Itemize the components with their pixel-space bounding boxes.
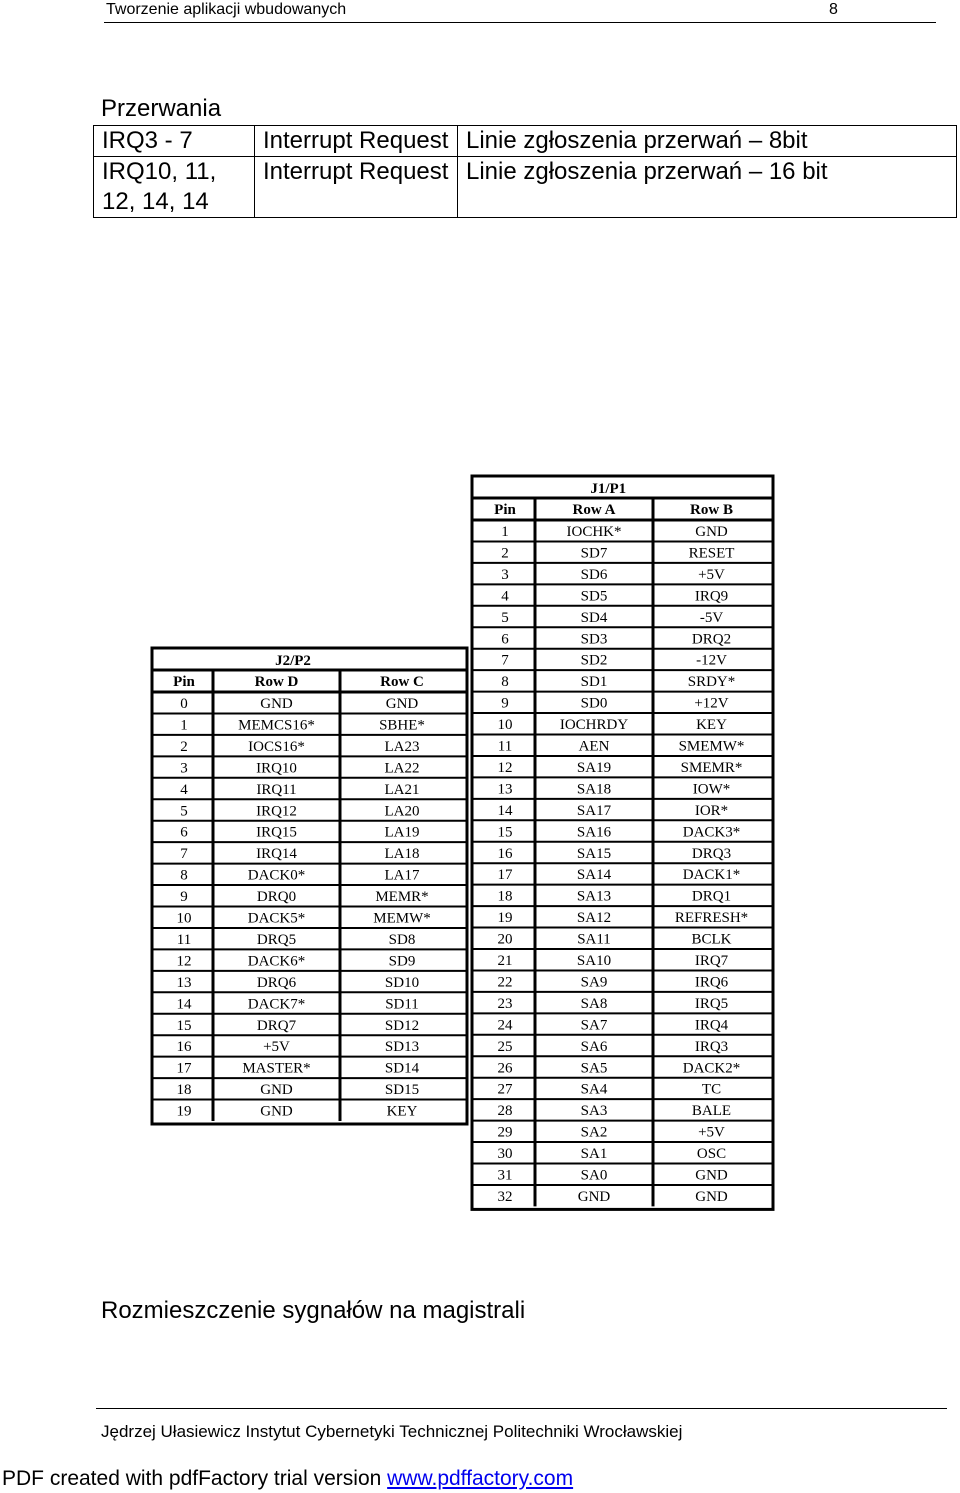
j2p2-cell: 11 — [176, 931, 192, 948]
j1p1-cell: SA11 — [577, 931, 611, 948]
j1p1-cell: SA10 — [576, 953, 612, 969]
j1p1-cell: SA14 — [576, 867, 612, 884]
j2p2-cell: +5V — [263, 1039, 290, 1056]
j1p1-cell: SD7 — [580, 545, 608, 562]
j2p2-cell: DRQ5 — [256, 931, 297, 948]
j2p2-cell: LA19 — [384, 824, 420, 841]
j2p2-cell: 9 — [180, 889, 188, 906]
j1p1-cell: 17 — [497, 867, 513, 884]
j1p1-cell: SA4 — [580, 1081, 608, 1098]
j1p1-cell: SA8 — [580, 995, 608, 1012]
j2p2-cell: IOCS16* — [248, 738, 305, 755]
j1p1-col-header: Row B — [690, 502, 733, 518]
j1p1-cell: GND — [695, 1167, 728, 1184]
j2p2-cell: 2 — [180, 738, 188, 755]
j1p1-cell: 26 — [497, 1060, 513, 1077]
j1p1-cell: SA3 — [580, 1103, 608, 1120]
j2p2-cell: 12 — [176, 953, 192, 970]
j1p1-cell: 11 — [497, 738, 513, 755]
j1p1-cell: SA1 — [580, 1146, 608, 1163]
j2p2-cell: LA21 — [384, 781, 420, 798]
j1p1-cell: IRQ5 — [694, 995, 729, 1012]
j1p1-cell: 1 — [501, 524, 509, 540]
j1p1-cell: SD6 — [580, 566, 608, 583]
j2p2-cell: LA17 — [384, 867, 420, 884]
j1p1-cell: 2 — [501, 545, 509, 562]
j1p1-cell: IRQ7 — [694, 953, 729, 969]
j2p2-cell: SD12 — [384, 1017, 420, 1034]
j1p1-cell: 6 — [501, 631, 509, 648]
j1p1-cell: DRQ2 — [691, 631, 732, 648]
j2p2-col-header: Pin — [173, 674, 195, 690]
j1p1-cell: 20 — [497, 931, 513, 948]
j1p1-cell: 14 — [497, 802, 513, 819]
j2p2-cell: 14 — [176, 996, 192, 1013]
pdffactory-link[interactable]: www.pdffactory.com — [387, 1467, 574, 1490]
j1p1-cell: 5 — [501, 609, 509, 626]
j1p1-cell: 9 — [501, 695, 509, 712]
j2p2-cell: GND — [385, 696, 419, 712]
j2p2-cell: 16 — [176, 1039, 192, 1056]
j1p1-cell: +5V — [698, 1124, 725, 1141]
pdf-note — [2, 1466, 573, 1492]
j1p1-cell: IOR* — [694, 802, 729, 819]
j1p1-cell: IRQ4 — [694, 1017, 729, 1034]
header-title: Tworzenie aplikacji wbudowanych — [106, 1, 347, 18]
j1p1-cell: SMEMR* — [680, 759, 743, 776]
j1p1-cell: GND — [695, 524, 728, 540]
j2p2-cell: SD14 — [384, 1060, 420, 1077]
irq-desc-cell: Linie zgłoszenia przerwań – 16 bit — [458, 157, 957, 218]
j1p1-cell: 28 — [497, 1103, 513, 1120]
j1p1-cell: 10 — [497, 717, 513, 734]
j2p2-cell: 15 — [176, 1017, 192, 1034]
j2p2-cell: SD13 — [384, 1039, 420, 1056]
j1p1-cell: 3 — [501, 566, 509, 583]
j2p2-cell: MEMCS16* — [238, 717, 315, 734]
j2p2-cell: IRQ11 — [256, 781, 297, 798]
j1p1-col-header: Row A — [572, 502, 616, 518]
j2p2-cell: DACK5* — [247, 910, 306, 927]
j2p2-cell: MEMW* — [373, 910, 431, 927]
j1p1-cell: SA16 — [576, 824, 612, 841]
j1p1-cell: +12V — [694, 695, 729, 712]
j2p2-cell: 5 — [180, 803, 188, 820]
j1p1-cell: SD1 — [580, 674, 608, 691]
j1p1-cell: DACK2* — [682, 1060, 741, 1077]
irq-cell: IRQ10, 11, 12, 14, 14 — [94, 157, 255, 218]
j2p2-cell: 7 — [180, 846, 188, 863]
j1p1-cell: 13 — [497, 781, 513, 798]
j2p2-cell: MEMR* — [375, 889, 429, 906]
j1p1-cell: 27 — [497, 1081, 513, 1098]
j1p1-cell: SD5 — [580, 588, 608, 605]
j1p1-cell: 15 — [497, 824, 513, 841]
j1p1-cell: SD3 — [580, 631, 608, 648]
j1p1-cell: IRQ6 — [694, 974, 729, 991]
figure-caption: Rozmieszczenie sygnałów na magistrali — [101, 1297, 526, 1324]
irq-cell: IRQ3 - 7 — [94, 126, 255, 157]
j2p2-cell: SD10 — [384, 974, 420, 991]
j1p1-cell: AEN — [578, 738, 610, 755]
j1p1-cell: SRDY* — [687, 674, 736, 691]
j1p1-cell: TC — [701, 1081, 722, 1098]
j1p1-cell: SA15 — [576, 845, 612, 862]
j1p1-cell: 31 — [497, 1167, 513, 1184]
j2p2-cell: DACK0* — [247, 867, 306, 884]
j1p1-cell: 7 — [501, 652, 509, 669]
j2p2-cell: MASTER* — [242, 1060, 311, 1077]
j2p2-cell: SBHE* — [379, 717, 425, 734]
j1p1-cell: IRQ9 — [694, 588, 729, 605]
j2p2-cell: GND — [260, 1103, 293, 1120]
footer-text: Jędrzej Ułasiewicz Instytut Cybernetyki Technicznej Politechniki Wrocławskiej — [101, 1422, 683, 1441]
j2p2-cell: 18 — [176, 1082, 192, 1099]
j2p2-cell: GND — [260, 696, 293, 712]
irq-name-cell: Interrupt Request — [255, 157, 458, 218]
j2p2-cell: 6 — [180, 824, 188, 841]
j1p1-cell: DACK3* — [682, 824, 741, 841]
j2p2-cell: SD9 — [388, 953, 416, 970]
j1p1-cell: 25 — [497, 1038, 513, 1055]
j1p1-cell: GND — [695, 1188, 728, 1205]
j1p1-cell: SA17 — [576, 802, 612, 819]
j2p2-cell: IRQ14 — [256, 846, 297, 863]
j1p1-cell: SA19 — [576, 759, 612, 776]
j2p2-col-header: Row D — [254, 674, 299, 690]
j1p1-cell: SA12 — [576, 910, 612, 927]
j2p2-cell: 0 — [180, 696, 188, 712]
j2p2-cell: DRQ0 — [256, 889, 297, 906]
j1p1-cell: SA0 — [580, 1167, 608, 1184]
j2p2-cell: 1 — [180, 717, 188, 734]
j1p1-cell: BCLK — [691, 931, 732, 948]
j1p1-cell: OSC — [696, 1146, 727, 1163]
j1p1-cell: SD0 — [580, 695, 608, 712]
j1p1-cell: 19 — [497, 910, 513, 927]
j2p2-cell: SD15 — [384, 1082, 420, 1099]
j1p1-cell: DACK1* — [682, 867, 741, 884]
j1p1-cell: IOCHRDY — [559, 717, 629, 734]
j2p2-title: J2/P2 — [275, 653, 311, 669]
j1p1-cell: 29 — [497, 1124, 513, 1141]
j1p1-cell: 12 — [497, 759, 513, 776]
j2p2-cell: LA22 — [384, 760, 420, 777]
j1p1-cell: SA6 — [580, 1038, 608, 1055]
j2p2-cell: SD11 — [385, 996, 419, 1013]
j1p1-cell: KEY — [696, 717, 727, 734]
j2p2-cell: 19 — [176, 1103, 192, 1120]
j1p1-cell: -12V — [696, 652, 727, 669]
j2p2-cell: 4 — [180, 781, 188, 798]
j1p1-cell: 8 — [501, 674, 509, 691]
j1p1-cell: 32 — [497, 1188, 513, 1205]
j1p1-cell: IRQ3 — [694, 1038, 729, 1055]
j2p2-cell: LA23 — [384, 738, 420, 755]
j2p2-cell: 8 — [180, 867, 188, 884]
j1p1-title: J1/P1 — [590, 481, 627, 497]
j2p2-cell: LA20 — [384, 803, 420, 820]
j1p1-cell: SA9 — [580, 974, 608, 991]
j1p1-cell: SA13 — [576, 888, 612, 905]
j1p1-cell: SA5 — [580, 1060, 608, 1077]
irq-desc-cell: Linie zgłoszenia przerwań – 8bit — [458, 126, 957, 157]
j2p2-col-header: Row C — [380, 674, 424, 690]
j2p2-cell: DRQ7 — [256, 1017, 297, 1034]
j1p1-cell: 4 — [501, 588, 509, 605]
j2p2-cell: DRQ6 — [256, 974, 297, 991]
j1p1-cell: -5V — [699, 609, 724, 626]
j1p1-cell: 21 — [497, 953, 513, 969]
j2p2-cell: IRQ15 — [256, 824, 297, 841]
j1p1-cell: SA18 — [576, 781, 612, 798]
j1p1-cell: SA2 — [580, 1124, 608, 1141]
j1p1-cell: DRQ1 — [691, 888, 732, 905]
j1p1-cell: RESET — [688, 545, 735, 562]
pdf-note-text: PDF created with pdfFactory trial version — [2, 1467, 388, 1490]
section-title: Przerwania — [101, 95, 222, 122]
j2p2-cell: GND — [260, 1082, 293, 1099]
j1p1-cell: SD2 — [580, 652, 608, 669]
j1p1-cell: 18 — [497, 888, 513, 905]
j1p1-cell: IOW* — [692, 781, 731, 798]
j1p1-cell: IOCHK* — [566, 524, 622, 540]
j2p2-cell: KEY — [386, 1103, 418, 1120]
j1p1-cell: DRQ3 — [691, 845, 732, 862]
page-number: 8 — [829, 1, 838, 18]
j1p1-cell: SD4 — [580, 609, 608, 626]
j1p1-col-header: Pin — [494, 502, 516, 518]
j1p1-cell: SA7 — [580, 1017, 608, 1034]
j2p2-cell: IRQ10 — [256, 760, 297, 777]
j1p1-cell: BALE — [691, 1103, 732, 1120]
j2p2-cell: 13 — [176, 974, 192, 991]
footer-divider — [96, 1408, 947, 1409]
j1p1-cell: 23 — [497, 995, 513, 1012]
j2p2-cell: IRQ12 — [256, 803, 297, 820]
irq-name-cell: Interrupt Request — [255, 126, 458, 157]
j1p1-cell: REFRESH* — [674, 910, 749, 927]
j1p1-cell: +5V — [698, 566, 725, 583]
j1p1-cell: 16 — [497, 845, 513, 862]
j1p1-cell: GND — [577, 1188, 611, 1205]
j2p2-cell: DACK6* — [247, 953, 306, 970]
j1p1-cell: 30 — [497, 1146, 513, 1163]
j1p1-cell: SMEMW* — [678, 738, 745, 755]
j2p2-cell: SD8 — [388, 931, 416, 948]
j2p2-cell: LA18 — [384, 846, 420, 863]
j2p2-cell: 17 — [176, 1060, 192, 1077]
j1p1-cell: 24 — [497, 1017, 513, 1034]
j2p2-cell: 3 — [180, 760, 188, 777]
j2p2-cell: DACK7* — [247, 996, 306, 1013]
j1p1-cell: 22 — [497, 974, 513, 991]
j2p2-cell: 10 — [176, 910, 192, 927]
